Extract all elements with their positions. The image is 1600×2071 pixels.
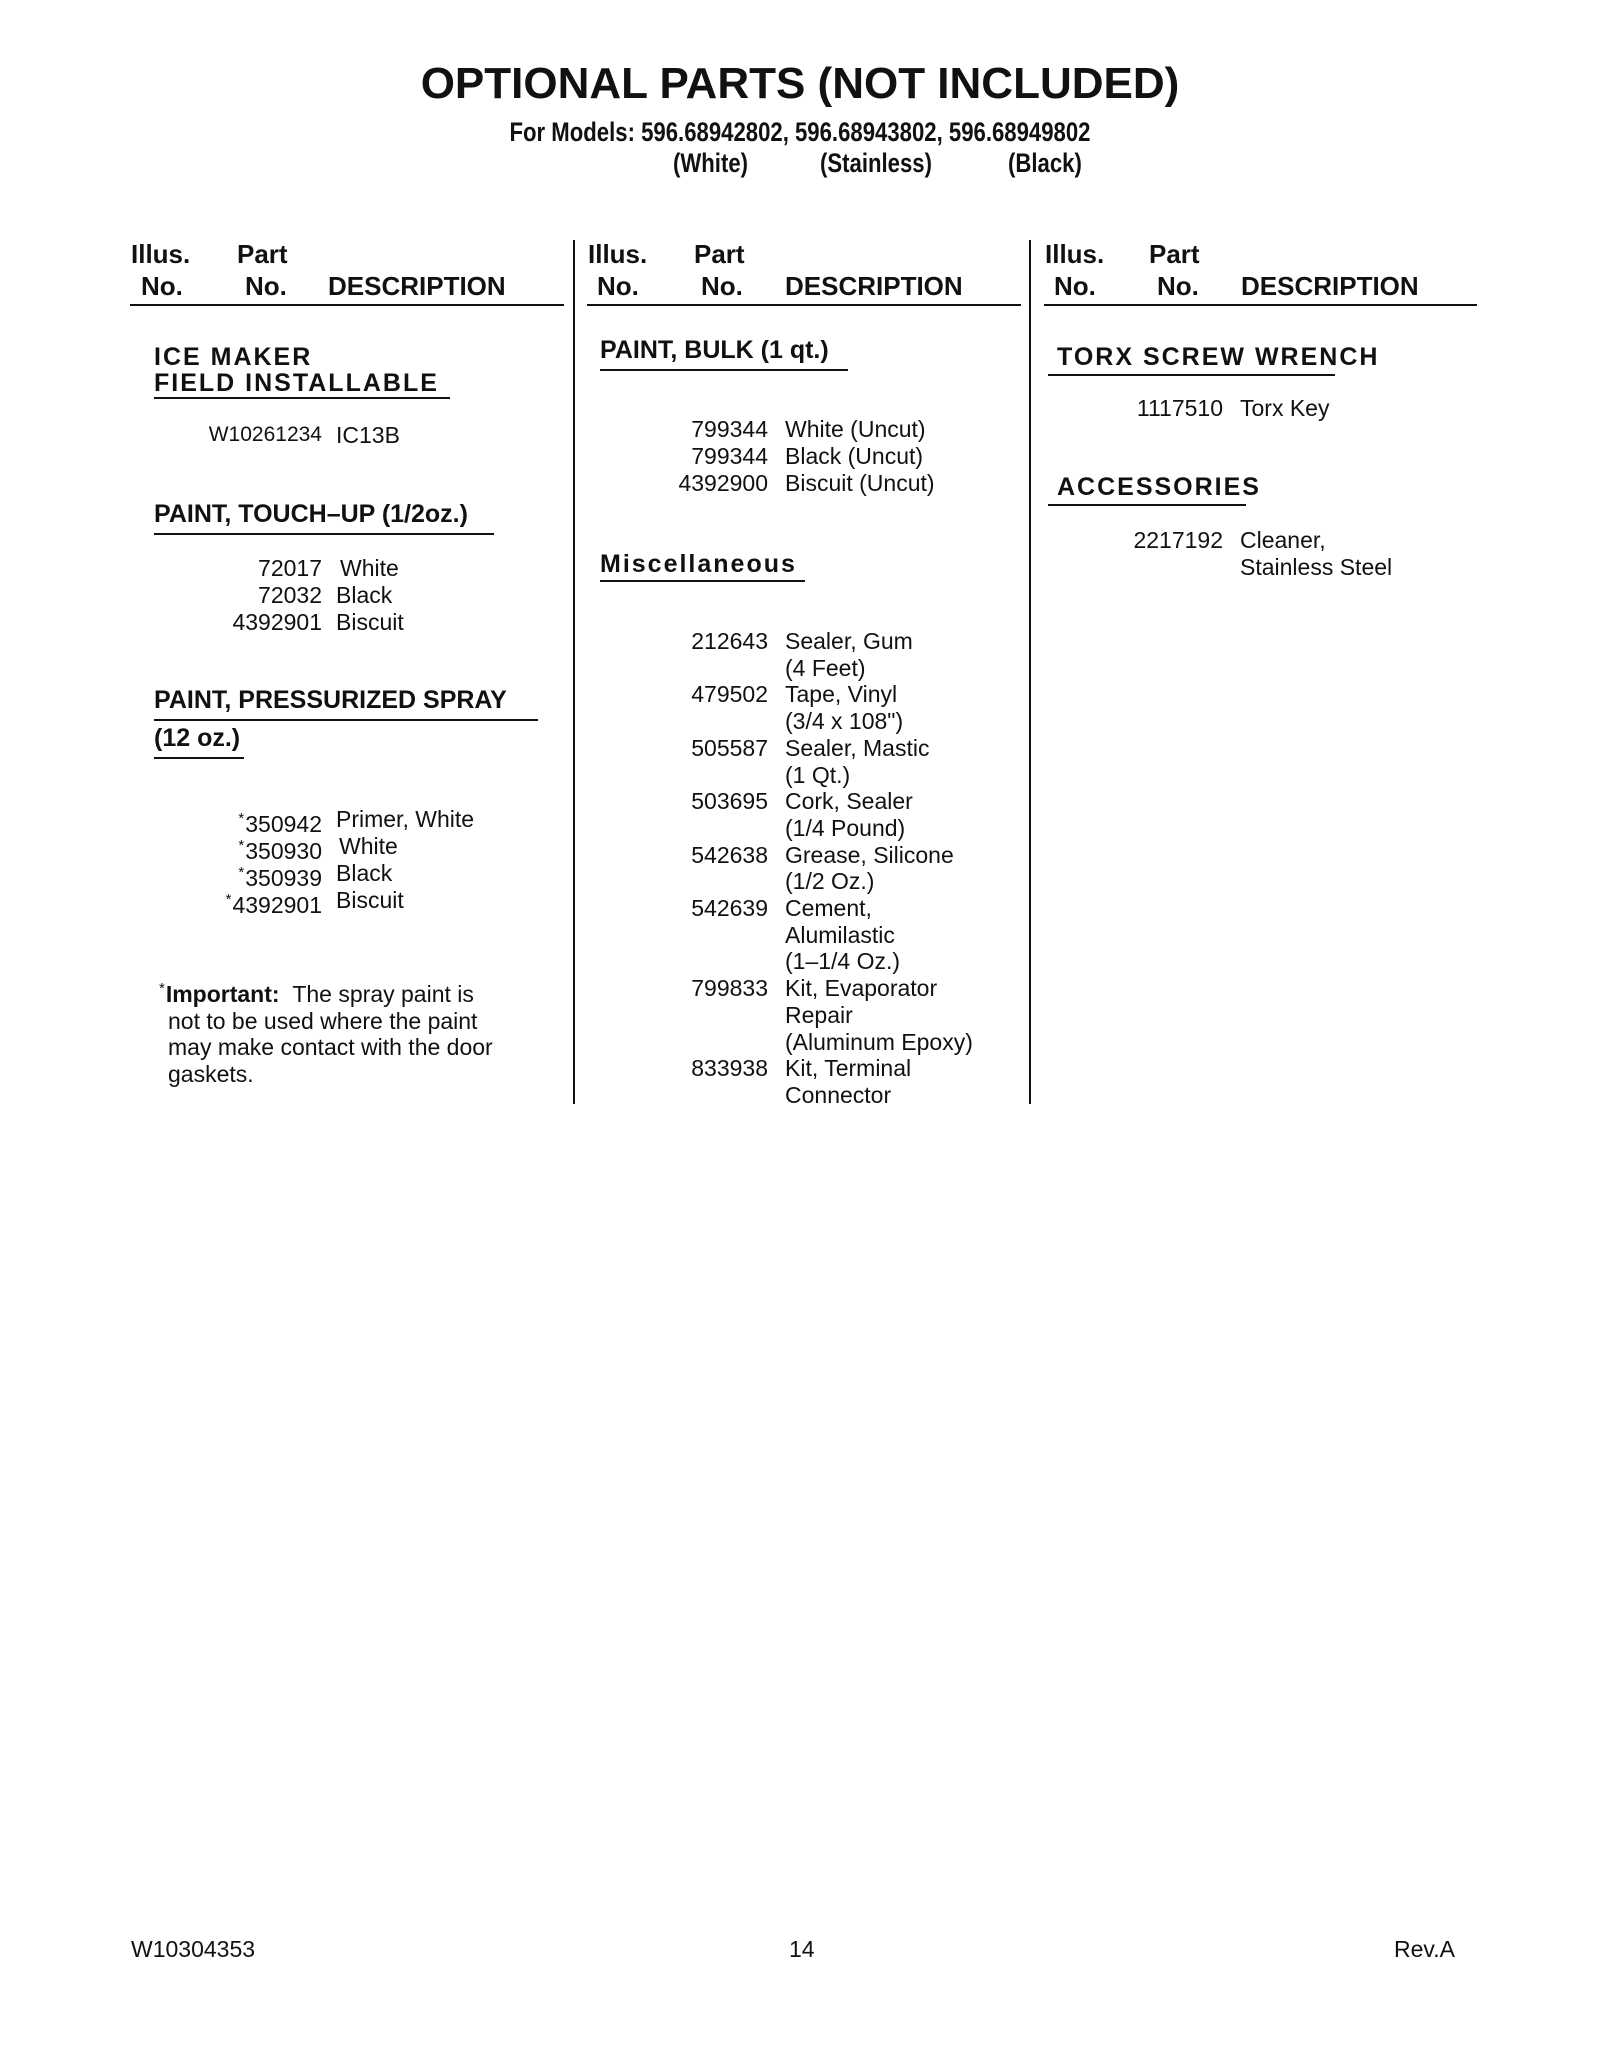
section-heading: (12 oz.) bbox=[154, 724, 241, 752]
part-label: Part bbox=[237, 239, 288, 269]
part-no-label: No. bbox=[1157, 271, 1199, 301]
part-description: IC13B bbox=[336, 422, 400, 448]
asterisk-mark: * bbox=[225, 891, 232, 908]
part-label: Part bbox=[694, 239, 745, 269]
header-rule bbox=[1044, 304, 1477, 306]
header-rule bbox=[587, 304, 1021, 306]
illus-no-label: No. bbox=[1054, 271, 1096, 301]
part-no-label: No. bbox=[701, 271, 743, 301]
part-description: Cork, Sealer bbox=[785, 788, 913, 815]
part-description: Cleaner, bbox=[1240, 527, 1326, 553]
part-description: Black bbox=[336, 860, 393, 886]
part-description: Repair bbox=[785, 1001, 853, 1028]
part-description: Biscuit bbox=[336, 887, 404, 913]
section-rule bbox=[1048, 374, 1335, 376]
section-rule bbox=[1048, 504, 1246, 506]
part-number: 1117510 bbox=[1136, 395, 1223, 421]
section-rule bbox=[600, 580, 805, 582]
column-divider bbox=[573, 240, 575, 1104]
revision-label: Rev.A bbox=[1394, 1936, 1455, 1962]
part-number: 505587 bbox=[691, 734, 768, 761]
part-number: W10261234 bbox=[208, 423, 322, 446]
section-rule bbox=[154, 757, 244, 759]
section-heading: PAINT, TOUCH–UP (1/2oz.) bbox=[154, 500, 468, 528]
part-number: 4392901 bbox=[232, 609, 322, 635]
section-heading: PAINT, PRESSURIZED SPRAY bbox=[154, 686, 507, 714]
part-number: 350942 bbox=[245, 811, 322, 837]
part-description: Alumilastic bbox=[785, 921, 895, 948]
part-number: 799344 bbox=[691, 443, 768, 469]
part-description: (1/4 Pound) bbox=[785, 814, 906, 841]
illus-label: Illus. bbox=[1045, 239, 1105, 269]
section-heading: TORX SCREW WRENCH bbox=[1057, 343, 1380, 371]
section-heading: FIELD INSTALLABLE bbox=[154, 369, 439, 397]
section-heading: PAINT, BULK (1 qt.) bbox=[600, 336, 829, 364]
part-description: White (Uncut) bbox=[785, 416, 926, 442]
section-rule bbox=[600, 369, 848, 371]
part-description: Tape, Vinyl bbox=[785, 681, 898, 708]
part-description: Kit, Terminal bbox=[785, 1055, 912, 1082]
part-description: (Aluminum Epoxy) bbox=[785, 1028, 973, 1055]
part-number: 542638 bbox=[691, 841, 768, 868]
part-description: (1 Qt.) bbox=[785, 761, 851, 788]
part-number: 2217192 bbox=[1133, 527, 1223, 553]
description-label: DESCRIPTION bbox=[328, 271, 506, 301]
part-number: 212643 bbox=[691, 628, 768, 654]
models-line: For Models: 596.68942802, 596.68943802, 596.68949802 bbox=[509, 117, 1091, 147]
part-number: 799833 bbox=[691, 975, 768, 1002]
part-description: (1–1/4 Oz.) bbox=[785, 948, 901, 975]
part-number: 542639 bbox=[691, 895, 768, 921]
note-text: gaskets. bbox=[168, 1061, 254, 1088]
section-heading: ICE MAKER bbox=[154, 343, 313, 371]
header-rule bbox=[130, 304, 564, 306]
part-number: 479502 bbox=[691, 681, 768, 708]
part-number: 4392901 bbox=[232, 892, 322, 918]
part-number: 72017 bbox=[258, 555, 322, 581]
page-title: OPTIONAL PARTS (NOT INCLUDED) bbox=[420, 59, 1180, 108]
asterisk-mark: * bbox=[238, 837, 245, 854]
asterisk-mark: * bbox=[238, 864, 245, 881]
part-number: 4392900 bbox=[678, 470, 768, 496]
part-no-label: No. bbox=[245, 271, 287, 301]
part-number: 503695 bbox=[691, 788, 768, 815]
part-description: Grease, Silicone bbox=[785, 841, 954, 868]
part-description: Primer, White bbox=[336, 806, 475, 832]
part-description: Stainless Steel bbox=[1240, 554, 1393, 580]
part-description: Cement, bbox=[785, 895, 872, 921]
description-label: DESCRIPTION bbox=[785, 271, 963, 301]
variant-white: (White) bbox=[673, 148, 749, 178]
section-rule bbox=[154, 533, 494, 535]
section-heading: Miscellaneous bbox=[600, 550, 797, 578]
part-description: (4 Feet) bbox=[785, 654, 866, 681]
part-label: Part bbox=[1149, 239, 1200, 269]
part-description: Black bbox=[336, 582, 393, 608]
asterisk-mark: * bbox=[238, 810, 245, 827]
illus-no-label: No. bbox=[141, 271, 183, 301]
illus-no-label: No. bbox=[597, 271, 639, 301]
page-number: 14 bbox=[789, 1936, 815, 1962]
part-number: 350939 bbox=[245, 865, 322, 891]
variant-black: (Black) bbox=[1008, 148, 1082, 178]
part-description: (1/2 Oz.) bbox=[785, 868, 875, 895]
column-divider bbox=[1029, 240, 1031, 1104]
note-text: may make contact with the door bbox=[168, 1034, 493, 1061]
part-description: Torx Key bbox=[1240, 395, 1330, 421]
part-number: 72032 bbox=[258, 582, 322, 608]
document-number: W10304353 bbox=[131, 1936, 256, 1962]
note-label: Important: bbox=[165, 981, 280, 1007]
part-description: White bbox=[339, 833, 398, 859]
asterisk-mark: * bbox=[159, 980, 165, 997]
note-text: The spray paint is bbox=[292, 981, 474, 1007]
part-description: Sealer, Gum bbox=[785, 628, 913, 654]
part-description: Black (Uncut) bbox=[785, 443, 924, 469]
description-label: DESCRIPTION bbox=[1241, 271, 1419, 301]
part-description: Biscuit bbox=[336, 609, 404, 635]
note-text: not to be used where the paint bbox=[168, 1007, 478, 1034]
part-description: White bbox=[340, 555, 399, 581]
part-description: Sealer, Mastic bbox=[785, 734, 930, 761]
part-description: Kit, Evaporator bbox=[785, 975, 938, 1002]
important-note bbox=[159, 976, 559, 1088]
section-heading: ACCESSORIES bbox=[1057, 473, 1261, 501]
illus-label: Illus. bbox=[588, 239, 648, 269]
part-number: 833938 bbox=[691, 1055, 768, 1082]
section-rule bbox=[154, 397, 450, 399]
section-rule bbox=[154, 719, 538, 721]
variant-stainless: (Stainless) bbox=[820, 148, 932, 178]
part-number: 350930 bbox=[245, 838, 322, 864]
part-description: Biscuit (Uncut) bbox=[785, 470, 935, 496]
list-item bbox=[140, 422, 540, 449]
part-description: Connector bbox=[785, 1081, 892, 1108]
illus-label: Illus. bbox=[131, 239, 191, 269]
part-number: 799344 bbox=[691, 416, 768, 442]
part-description: (3/4 x 108") bbox=[785, 708, 904, 735]
